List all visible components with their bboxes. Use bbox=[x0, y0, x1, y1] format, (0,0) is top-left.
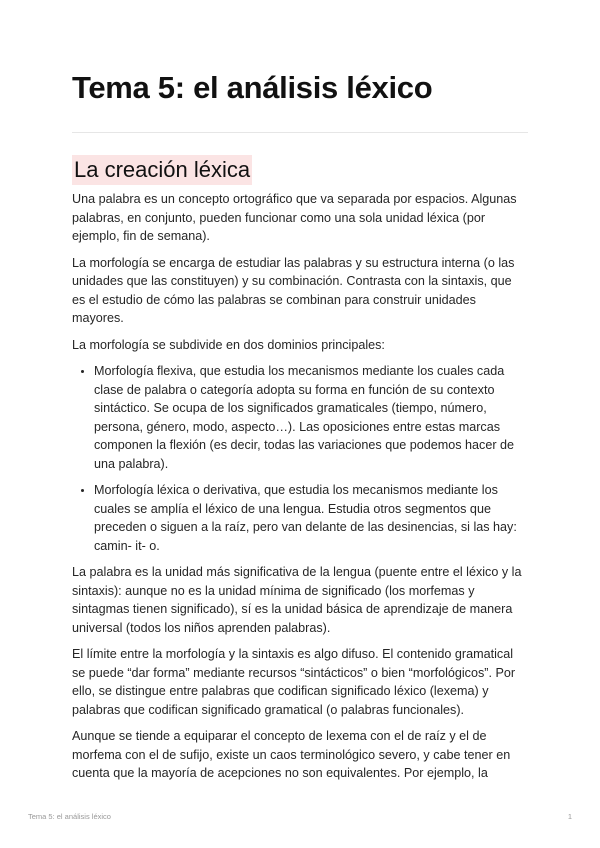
page-title: Tema 5: el análisis léxico bbox=[72, 70, 433, 105]
section-body bbox=[72, 190, 528, 791]
paragraph: La palabra es la unidad más significativa de la lengua (puente entre el léxico y la sintaxis): aunque no es la unidad mínima de significado (los morfemas y sintagmas tienen significado), sí es la unidad básica de aprendizaje de manera universal (todos los niños aprenden palabras). bbox=[72, 565, 522, 635]
section-heading: La creación léxica bbox=[72, 155, 252, 185]
list-item: • Morfología léxica o derivativa, que estudia los mecanismos mediante los cuales se amplía el léxico de una lengua. Estudia otros segmentos que preceden o siguen a la raíz, pero van delante de las desinencias, si las hay: camin- it- o. bbox=[94, 481, 528, 555]
paragraph: Una palabra es un concepto ortográfico que va separada por espacios. Algunas palabras, en conjunto, pueden funcionar como una sola unidad léxica (por ejemplo, fin de semana). bbox=[72, 192, 517, 243]
paragraph: Aunque se tiende a equiparar el concepto de lexema con el de raíz y el de morfema con el de sufijo, existe un caos terminológico severo, y cabe tener en cuenta que la mayoría de acepciones no son equivalentes. Por ejemplo, la bbox=[72, 729, 511, 780]
footer-page-number: 1 bbox=[567, 812, 572, 821]
list-item: • Morfología flexiva, que estudia los mecanismos mediante los cuales cada clase de palabra o categoría adopta su forma en función de su contexto sintáctico. Se ocupa de los significados gramaticales (tiempo, número, persona, género, modo, aspecto…). Las oposiciones entre estas marcas componen la flexión (es decir, todas las variaciones que podemos hacer de una palabra). bbox=[94, 362, 528, 473]
title-divider bbox=[72, 132, 528, 133]
footer-doc-name: Tema 5: el análisis léxico bbox=[28, 812, 111, 821]
paragraph: La morfología se encarga de estudiar las palabras y su estructura interna (o las unidades que las constituyen) y su combinación. Contrasta con la sintaxis, que es el estudio de cómo las palabras se combinan para construir unidades mayores. bbox=[72, 255, 515, 325]
paragraph: El límite entre la morfología y la sintaxis es algo difuso. El contenido gramatical se puede “dar forma” mediante recursos “sintácticos” o bien “morfológicos”. Por ello, se distingue entre palabras que codifican significado léxico (lexema) y palabras que codifican significado gramatical (o palabras funcionales). bbox=[72, 647, 516, 717]
paragraph: La morfología se subdivide en dos dominios principales: bbox=[72, 337, 385, 352]
bullet-list bbox=[72, 362, 528, 555]
